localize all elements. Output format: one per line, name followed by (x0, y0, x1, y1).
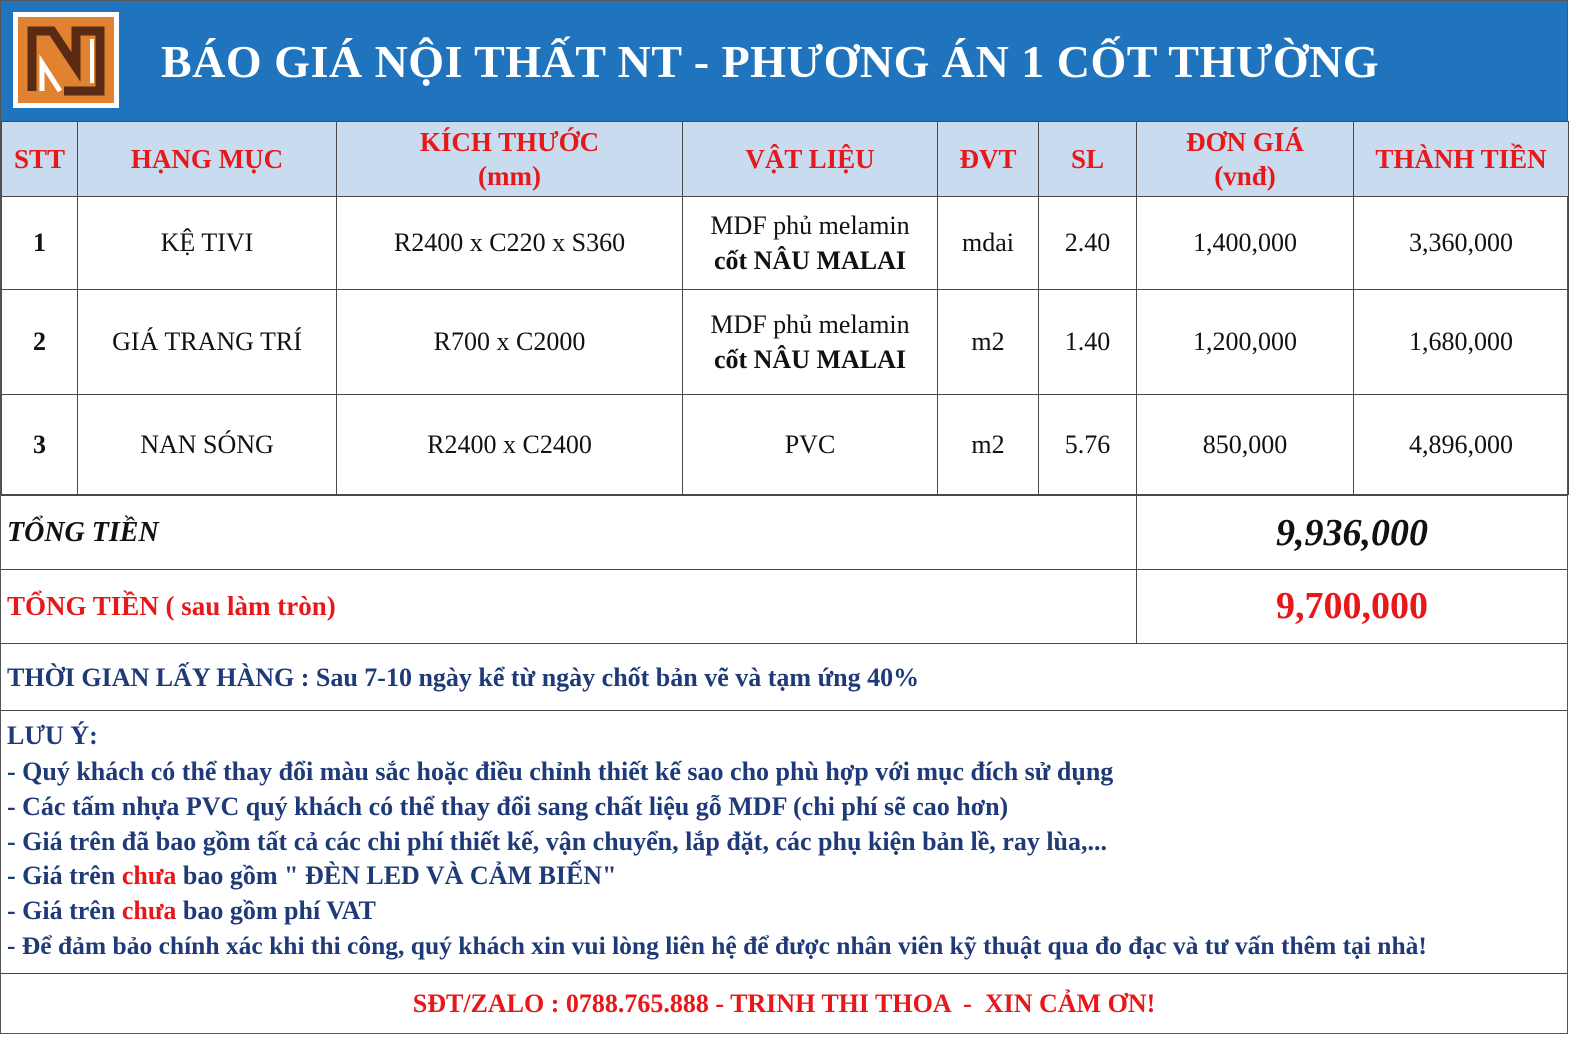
table-row (2, 290, 1569, 395)
note-highlight: chưa (121, 861, 177, 890)
material-line-2: cốt NÂU MALAI (713, 345, 907, 374)
notes-section (1, 711, 1567, 974)
col-header-size-label: KÍCH THƯỚC (419, 127, 600, 157)
col-header-total: THÀNH TIỀN (1354, 122, 1569, 197)
total-row (1, 495, 1567, 570)
cell-stt: 1 (2, 197, 78, 290)
note-line (7, 896, 376, 926)
cell-unit: m2 (938, 395, 1039, 495)
note-line: - Quý khách có thể thay đổi màu sắc hoặc điều chỉnh thiết kế sao cho phù hợp với mục đích sử dụng (7, 757, 1114, 786)
cell-material (683, 197, 938, 290)
quotation-table (1, 121, 1569, 495)
delivery-row (1, 643, 1567, 711)
col-header-material: VẬT LIỆU (683, 122, 938, 197)
cell-item: NAN SÓNG (78, 395, 337, 495)
col-header-price-label: ĐƠN GIÁ (1186, 127, 1304, 157)
footer-contact: SĐT/ZALO : 0788.765.888 - TRINH THI THOA - XIN CẢM ƠN! (412, 989, 1156, 1018)
note-highlight: chưa (121, 896, 177, 925)
cell-total: 1,680,000 (1354, 290, 1569, 395)
cell-qty: 1.40 (1039, 290, 1137, 395)
note-line (7, 861, 617, 891)
cell-size: R2400 x C220 x S360 (337, 197, 683, 290)
note-line: - Các tấm nhựa PVC quý khách có thể thay đổi sang chất liệu gỗ MDF (chi phí sẽ cao hơn) (7, 792, 1009, 821)
cell-unit: mdai (938, 197, 1039, 290)
page-title: BÁO GIÁ NỘI THẤT NT - PHƯƠNG ÁN 1 CỐT THƯỜNG (161, 36, 1380, 87)
total-value: 9,936,000 (1276, 512, 1428, 554)
note-text: bao gồm " ĐÈN LED VÀ CẢM BIẾN" (176, 861, 617, 890)
nt-logo-icon (18, 17, 114, 103)
header-bar (1, 1, 1567, 121)
total-label: TỔNG TIỀN (7, 517, 159, 548)
note-line: - Giá trên đã bao gồm tất cả các chi phí thiết kế, vận chuyển, lắp đặt, các phụ kiện bản lề, ray lùa,... (7, 827, 1107, 856)
cell-price: 1,200,000 (1137, 290, 1354, 395)
cell-stt: 2 (2, 290, 78, 395)
table-row (2, 197, 1569, 290)
material-line-1: MDF phủ melamin (710, 211, 910, 240)
rounded-total-value: 9,700,000 (1276, 585, 1428, 627)
table-row (2, 395, 1569, 495)
cell-item: GIÁ TRANG TRÍ (78, 290, 337, 395)
company-logo (13, 12, 119, 108)
cell-size: R2400 x C2400 (337, 395, 683, 495)
material-line-1: MDF phủ melamin (710, 310, 910, 339)
cell-item: KỆ TIVI (78, 197, 337, 290)
notes-heading: LƯU Ý: (7, 721, 98, 750)
delivery-time-text: THỜI GIAN LẤY HÀNG : Sau 7-10 ngày kể từ ngày chốt bản vẽ và tạm ứng 40% (7, 663, 920, 692)
col-header-price (1137, 122, 1354, 197)
col-header-stt: STT (2, 122, 78, 197)
cell-qty: 5.76 (1039, 395, 1137, 495)
cell-total: 4,896,000 (1354, 395, 1569, 495)
material-line-2: cốt NÂU MALAI (713, 246, 907, 275)
col-header-item: HẠNG MỤC (78, 122, 337, 197)
rounded-total-row (1, 569, 1567, 644)
rounded-total-label: TỔNG TIỀN ( sau làm tròn) (7, 591, 336, 621)
cell-stt: 3 (2, 395, 78, 495)
cell-qty: 2.40 (1039, 197, 1137, 290)
cell-price: 1,400,000 (1137, 197, 1354, 290)
note-text: bao gồm phí VAT (176, 896, 376, 925)
note-text: - Giá trên (7, 861, 122, 890)
col-header-size (337, 122, 683, 197)
note-line: - Để đảm bảo chính xác khi thi công, quý khách xin vui lòng liên hệ để được nhân viên kỹ thuật qua đo đạc và tư vấn thêm tại nhà! (7, 931, 1427, 960)
col-header-qty: SL (1039, 122, 1137, 197)
cell-total: 3,360,000 (1354, 197, 1569, 290)
col-header-unit: ĐVT (938, 122, 1039, 197)
table-header-row (2, 122, 1569, 197)
col-header-price-unit: (vnđ) (1214, 161, 1276, 191)
cell-unit: m2 (938, 290, 1039, 395)
cell-price: 850,000 (1137, 395, 1354, 495)
cell-material: PVC (683, 395, 938, 495)
note-text: - Giá trên (7, 896, 122, 925)
cell-material (683, 290, 938, 395)
cell-size: R700 x C2000 (337, 290, 683, 395)
col-header-size-unit: (mm) (478, 161, 541, 191)
